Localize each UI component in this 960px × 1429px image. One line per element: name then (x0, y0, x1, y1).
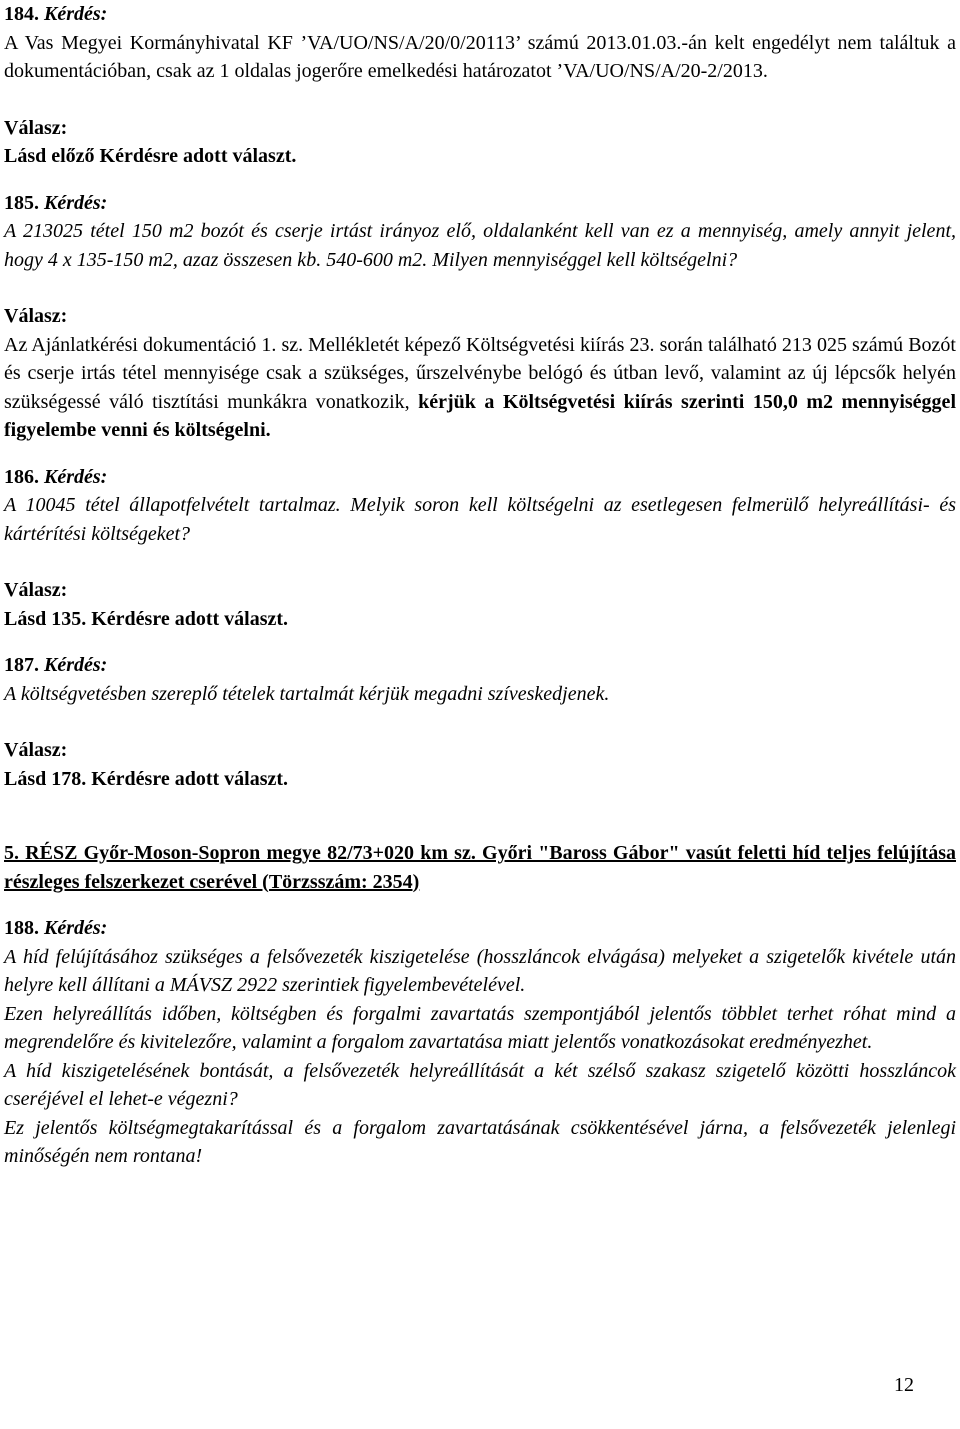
spacer (4, 793, 956, 821)
spacer (4, 86, 956, 114)
qa-item-188 (4, 914, 956, 1171)
answer-label: Válasz: (4, 739, 68, 761)
answer-label: Válasz: (4, 116, 68, 139)
spacer (4, 274, 956, 302)
question-text: A Vas Megyei Kormányhivatal KF ’VA/UO/NS/A/20/0/20113’ számú 2013.01.03.-án kelt engedélyt nem találtuk a dokumentációban, csak az 1 oldalas jogerőre emelkedési határozatot ’VA/UO/NS/A/20-2/2013. (4, 31, 956, 82)
answer-text-bold: kérjük a Költségvetési kiírás szerinti 150,0 m2 mennyiséggel figyelembe venni és költségelni. (4, 390, 956, 441)
question-heading (4, 463, 956, 492)
question-paragraph: A híd kiszigetelésének bontását, a felsővezeték helyreállítását a két szélső szakasz szigetelő közötti hosszláncok cseréjével el lehet-e végezni? (4, 1059, 956, 1110)
answer-text-regular: Az Ajánlatkérési dokumentáció 1. sz. Mellékletét képező Költségvetési kiírás 23. során található 213 025 számú Bozót és cserje irtás tétel mennyisége csak a szükséges, űrszelvénybe belógó és útban levő, valamint az új lépcsők helyén szükségessé váló tisztítási munkákra vonatkozik, (4, 333, 956, 413)
spacer (4, 633, 956, 651)
spacer (4, 821, 956, 839)
item-number: 187. (4, 654, 39, 676)
spacer (4, 548, 956, 576)
answer-text: Lásd előző Kérdésre adott választ. (4, 145, 297, 167)
answer-label: Válasz: (4, 305, 68, 327)
question-label: Kérdés: (44, 3, 108, 25)
question-text: A 10045 tétel állapotfelvételt tartalmaz. Melyik soron kell költségelni az esetlegesen felmerülő helyreállítási- és kártérítési költségeket? (4, 494, 956, 545)
answer-label: Válasz: (4, 579, 68, 601)
question-heading (4, 189, 956, 218)
item-number: 184. (4, 3, 39, 25)
question-label: Kérdés: (44, 917, 108, 939)
question-paragraph: A híd felújításához szükséges a felsővezeték kiszigetelése (hosszláncok elvágása) melyeket a szigetelők kivétele után helyre kell állítani a MÁVSZ 2922 szerintiek figyelembevételével. (4, 945, 956, 996)
answer-text: Lásd 178. Kérdésre adott választ. (4, 767, 289, 790)
item-number: 185. (4, 191, 39, 214)
question-label: Kérdés: (44, 191, 108, 214)
item-number: 188. (4, 917, 39, 939)
qa-item-185 (4, 189, 956, 445)
spacer (4, 171, 956, 189)
answer-text (4, 331, 956, 445)
section-title: 5. RÉSZ Győr-Moson-Sopron megye 82/73+020 km sz. Győri "Baross Gábor" vasút feletti híd teljes felújítása részleges felszerkezet cserével (Törzsszám: 2354) (4, 842, 956, 893)
qa-item-187 (4, 651, 956, 793)
qa-item-186 (4, 463, 956, 634)
question-text: A 213025 tétel 150 m2 bozót és cserje irtást irányoz elő, oldalanként kell van ez a mennyiség, amely annyit jelent, hogy 4 x 135-150 m2, azaz összesen kb. 540-600 m2. Milyen mennyiséggel kell költségelni? (4, 220, 956, 271)
question-label: Kérdés: (44, 654, 108, 676)
item-number: 186. (4, 465, 39, 488)
answer-text: Lásd 135. Kérdésre adott választ. (4, 607, 289, 630)
qa-item-184 (4, 0, 956, 171)
question-text: A költségvetésben szereplő tételek tartalmát kérjük megadni szíveskedjenek. (4, 682, 610, 705)
question-heading (4, 0, 956, 29)
question-heading (4, 651, 956, 680)
page-number: 12 (894, 1374, 914, 1396)
question-paragraph: Ezen helyreállítás időben, költségben és forgalmi zavartatás szempontjából jelentős többlet terhet róhat mind a megrendelőre és kivitelezőre, valamint a forgalom zavartatása miatt jelentős vonatkozásokat eredményezhet. (4, 1002, 956, 1053)
question-heading (4, 914, 956, 943)
spacer (4, 445, 956, 463)
spacer (4, 896, 956, 914)
question-label: Kérdés: (44, 465, 108, 488)
spacer (4, 708, 956, 736)
question-paragraph: Ez jelentős költségmegtakarítással és a forgalom zavartatásának csökkentésével járna, a felsővezeték jelenlegi minőségén nem rontana! (4, 1116, 956, 1167)
